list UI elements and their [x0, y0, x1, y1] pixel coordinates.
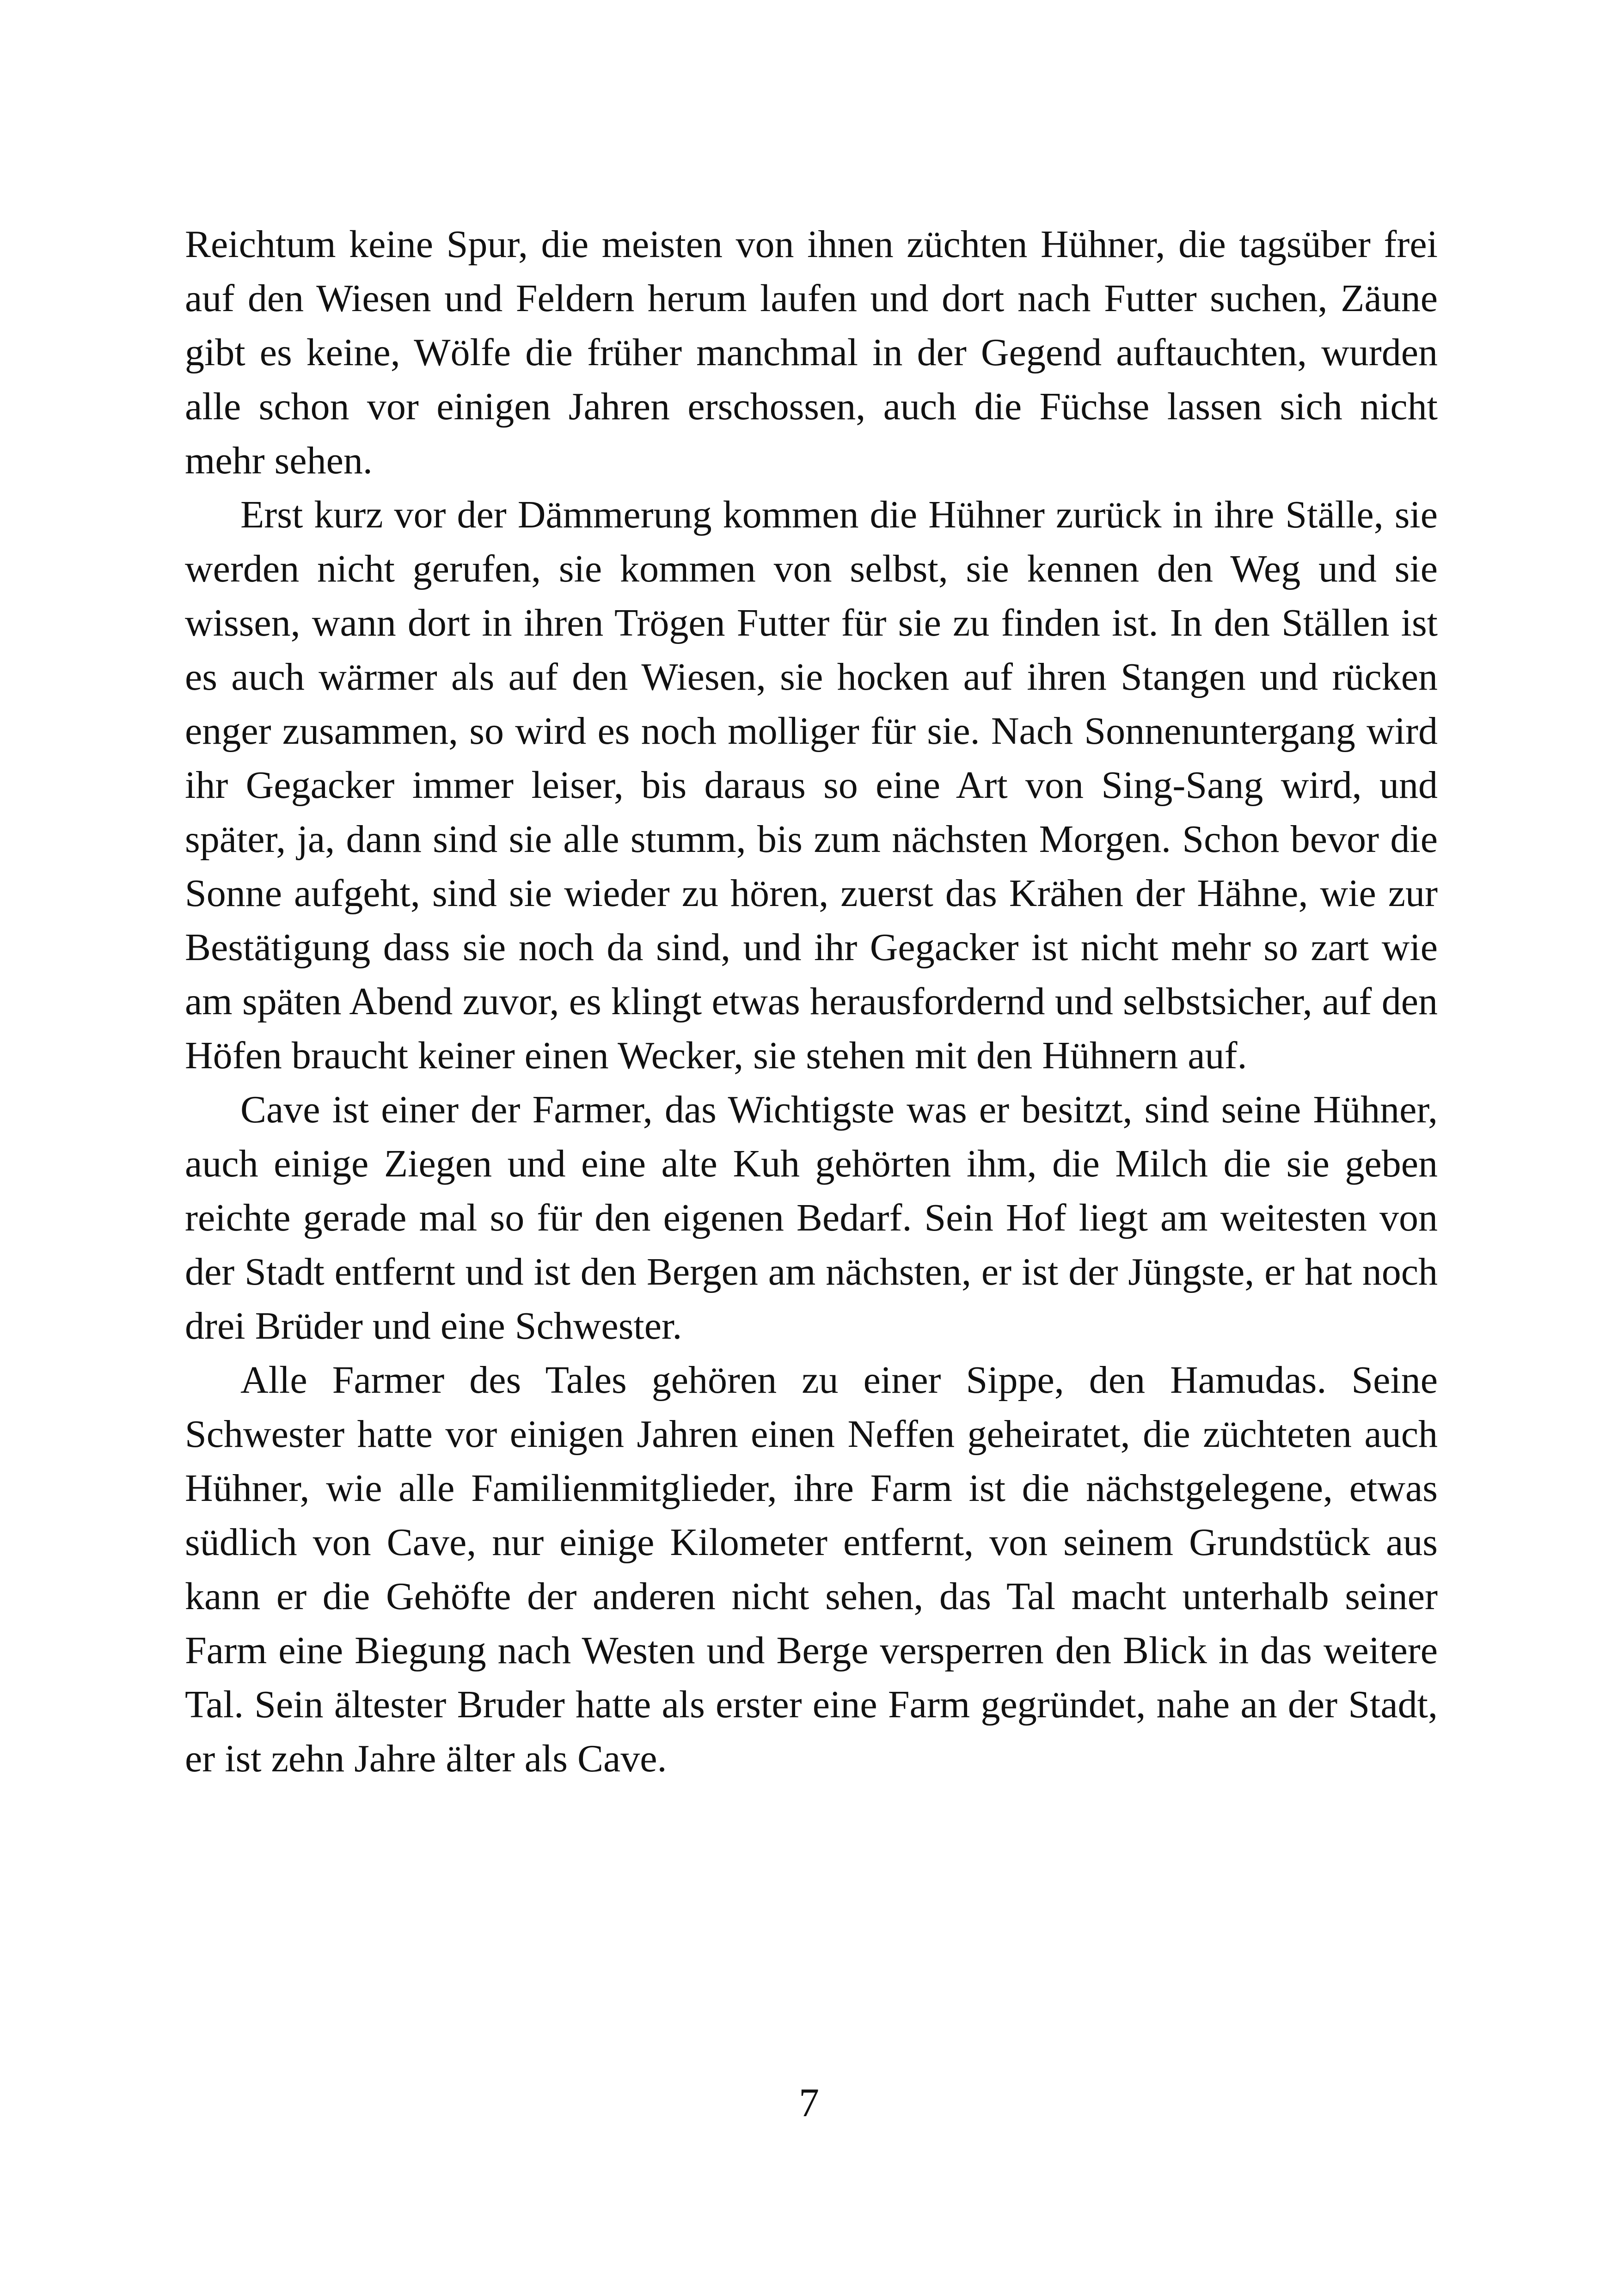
paragraph-3: Cave ist einer der Farmer, das Wichtigste was er besitzt, sind seine Hühner, auch einige Ziegen und eine alte Kuh gehörten ihm, die Milch die sie geben reichte gerade mal so für den eigenen Bedarf. Sein Hof liegt am weitesten von der Stadt entfernt und ist den Bergen am nächsten, er ist der Jüngste, er hat noch drei Brüder und eine Schwester.	[185, 1088, 1438, 1347]
paragraph-1: Reichtum keine Spur, die meisten von ihnen züchten Hühner, die tagsüber frei auf den Wiesen und Feldern herum laufen und dort nach Futter suchen, Zäune gibt es keine, Wölfe die früher manchmal in der Gegend auftauchten, wurden alle schon vor einigen Jahren erschossen, auch die Füchse lassen sich nicht mehr sehen.	[185, 223, 1438, 482]
page-number: 7	[799, 2081, 819, 2125]
paragraph-4: Alle Farmer des Tales gehören zu einer Sippe, den Hamudas. Seine Schwester hatte vor einigen Jahren einen Neffen geheiratet, die züchteten auch Hühner, wie alle Familienmitglieder, ihre Farm ist die nächstgelegene, etwas südlich von Cave, nur einige Kilometer entfernt, von seinem Grundstück aus kann er die Gehöfte der anderen nicht sehen, das Tal macht unterhalb seiner Farm eine Biegung nach Westen und Berge versperren den Blick in das weitere Tal. Sein ältester Bruder hatte als erster eine Farm gegründet, nahe an der Stadt, er ist zehn Jahre älter als Cave.	[185, 1359, 1438, 1780]
paragraph-2: Erst kurz vor der Dämmerung kommen die Hühner zurück in ihre Ställe, sie werden nicht gerufen, sie kommen von selbst, sie kennen den Weg und sie wissen, wann dort in ihren Trögen Futter für sie zu finden ist. In den Ställen ist es auch wärmer als auf den Wiesen, sie hocken auf ihren Stangen und rücken enger zusammen, so wird es noch molliger für sie. Nach Sonnenuntergang wird ihr Gegacker immer leiser, bis daraus so eine Art von Sing-Sang wird, und später, ja, dann sind sie alle stumm, bis zum nächsten Morgen. Schon bevor die Sonne aufgeht, sind sie wieder zu hören, zuerst das Krähen der Hähne, wie zur Bestätigung dass sie noch da sind, und ihr Gegacker ist nicht mehr so zart wie am späten Abend zuvor, es klingt etwas herausfordernd und selbstsicher, auf den Höfen braucht keiner einen Wecker, sie stehen mit den Hühnern auf.	[185, 493, 1438, 1077]
body-text	[185, 217, 1438, 1786]
